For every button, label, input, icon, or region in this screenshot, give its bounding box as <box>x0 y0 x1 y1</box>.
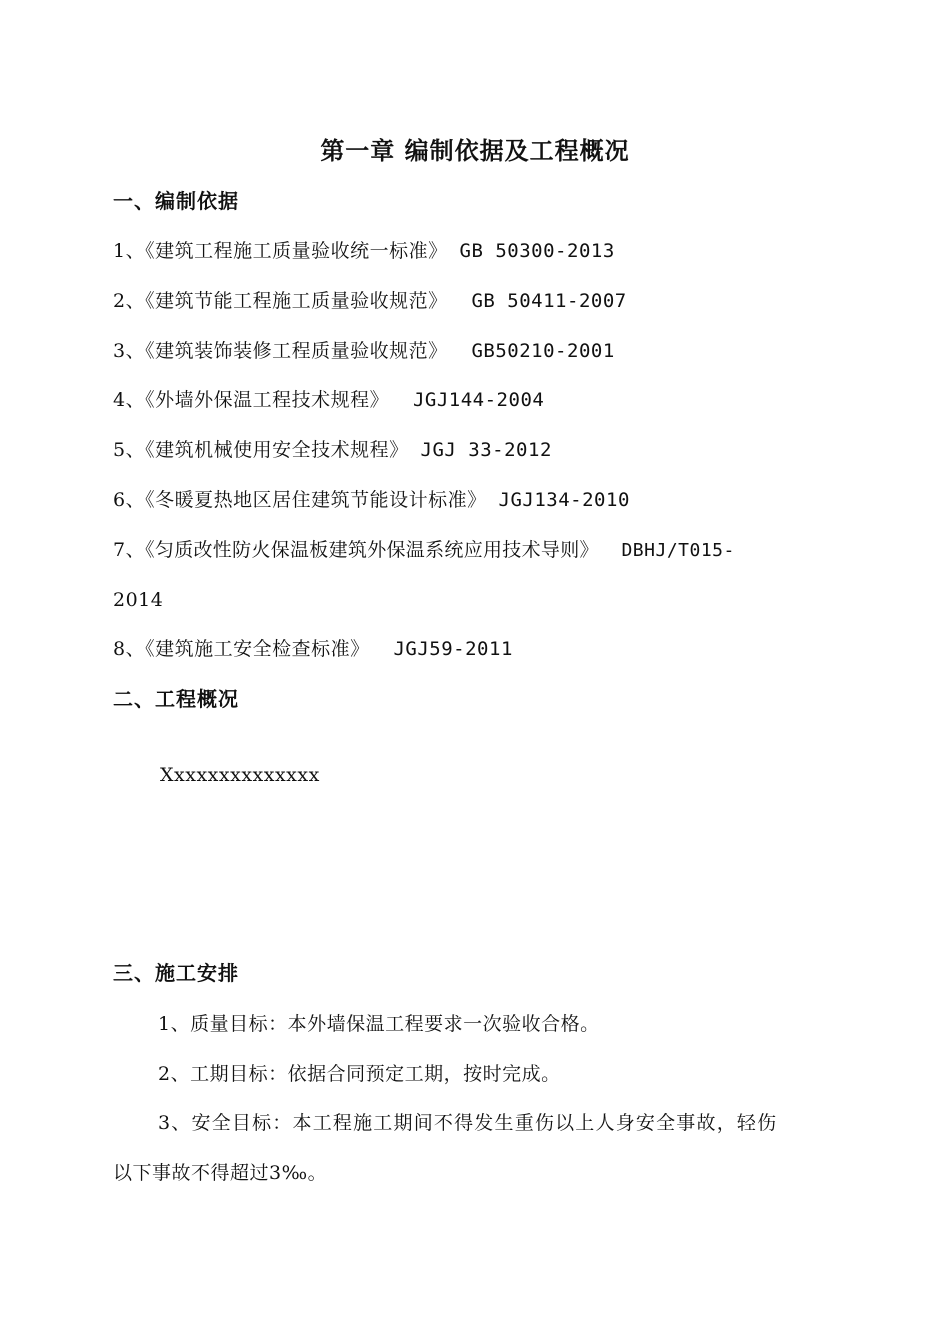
basis-item-1 <box>113 236 615 266</box>
basis-item-3 <box>113 336 615 366</box>
item-number: 4、 <box>113 389 146 411</box>
item-number: 6、 <box>113 489 146 511</box>
item-name: 《建筑装饰装修工程质量验收规范》 <box>145 340 448 362</box>
item-number: 2、 <box>113 290 146 312</box>
item-name: 《建筑节能工程施工质量验收规范》 <box>145 290 448 312</box>
item-name: 《冬暖夏热地区居住建筑节能设计标准》 <box>145 489 487 511</box>
overview-body: Xxxxxxxxxxxxxx <box>160 764 320 786</box>
chapter-title: 第一章 编制依据及工程概况 <box>320 137 630 165</box>
item-code: GB50210-2001 <box>447 340 615 362</box>
basis-item-2 <box>113 286 627 316</box>
item-code: GB 50300-2013 <box>447 240 615 262</box>
item-name: 《建筑机械使用安全技术规程》 <box>145 439 409 461</box>
item-number: 1、 <box>113 240 146 262</box>
arrangement-item-1: 1、质量目标：本外墙保温工程要求一次验收合格。 <box>158 1013 600 1035</box>
arrangement-item-3-continuation: 以下事故不得超过3‰。 <box>113 1162 328 1184</box>
item-number: 3、 <box>113 340 146 362</box>
arrangement-item-2: 2、工期目标：依据合同预定工期，按时完成。 <box>158 1063 561 1085</box>
item-code-continuation: 2014 <box>113 589 164 611</box>
basis-item-5 <box>113 435 552 465</box>
basis-item-7 <box>113 535 735 566</box>
section-heading-arrangement: 三、施工安排 <box>113 961 239 985</box>
item-code: GB 50411-2007 <box>447 290 627 312</box>
arrangement-item-3: 3、安全目标：本工程施工期间不得发生重伤以上人身安全事故，轻伤 <box>158 1112 778 1134</box>
item-name: 《匀质改性防火保温板建筑外保温系统应用技术导则》 <box>145 539 599 561</box>
item-number: 5、 <box>113 439 146 461</box>
item-number: 8、 <box>113 638 146 660</box>
item-code: JGJ134-2010 <box>486 489 630 511</box>
basis-item-4 <box>113 385 544 415</box>
item-code: JGJ 33-2012 <box>408 439 552 461</box>
section-heading-basis: 一、编制依据 <box>113 189 239 213</box>
basis-item-7-continuation <box>113 585 163 615</box>
item-name: 《建筑工程施工质量验收统一标准》 <box>145 240 448 262</box>
basis-item-6 <box>113 485 630 515</box>
basis-item-8 <box>113 634 513 664</box>
item-code: JGJ59-2011 <box>369 638 513 660</box>
item-name: 《建筑施工安全检查标准》 <box>145 638 370 660</box>
item-code: DBHJ/T015- <box>598 540 735 561</box>
item-code: JGJ144-2004 <box>389 389 545 411</box>
section-heading-overview: 二、工程概况 <box>113 687 239 711</box>
item-name: 《外墙外保温工程技术规程》 <box>145 389 390 411</box>
item-number: 7、 <box>113 539 146 561</box>
